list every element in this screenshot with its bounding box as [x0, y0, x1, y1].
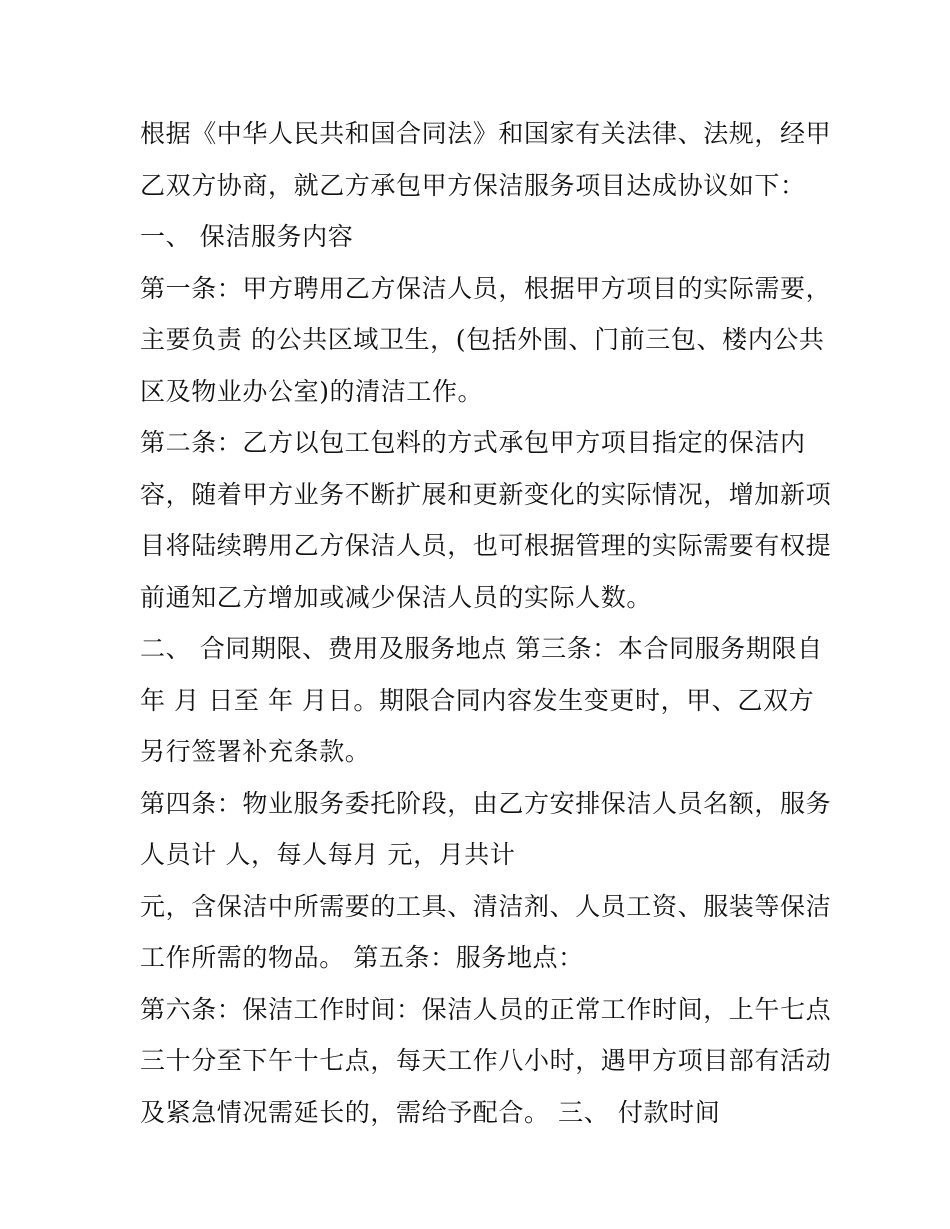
text-line: 容，随着甲方业务不断扩展和更新变化的实际情况，增加新项 [140, 479, 832, 509]
text-line: 目将陆续聘用乙方保洁人员，也可根据管理的实际需要有权提 [140, 531, 832, 560]
text-line: 主要负责 的公共区域卫生，(包括外围、门前三包、楼内公共 [140, 325, 825, 354]
text-line: 人员计 人，每人每月 元，月共计 [140, 840, 516, 869]
text-line: 及紧急情况需延长的，需给予配合。 三、 付款时间 [140, 1097, 721, 1127]
text-line: 乙双方协商，就乙方承包甲方保洁服务项目达成协议如下： [140, 170, 806, 200]
text-line: 第二条：乙方以包工包料的方式承包甲方项目指定的保洁内 [140, 428, 806, 457]
text-line: 二、 合同期限、费用及服务地点 第三条：本合同服务期限自 [140, 634, 823, 663]
text-line: 第一条：甲方聘用乙方保洁人员，根据甲方项目的实际需要， [140, 273, 832, 303]
text-line: 区及物业办公室)的清洁工作。 [140, 376, 484, 406]
text-line: 第六条：保洁工作时间：保洁人员的正常工作时间，上午七点 [140, 994, 832, 1024]
text-line: 前通知乙方增加或减少保洁人员的实际人数。 [140, 582, 653, 612]
text-line: 工作所需的物品。 第五条：服务地点： [140, 943, 584, 972]
text-line: 元，含保洁中所需要的工具、清洁剂、人员工资、服装等保洁 [140, 891, 832, 921]
text-line: 年 月 日至 年 月日。期限合同内容发生变更时，甲、乙双方 [140, 685, 815, 715]
text-line: 根据《中华人民共和国合同法》和国家有关法律、法规，经甲 [140, 119, 832, 148]
contract-body-text [140, 108, 840, 1138]
text-line: 另行签署补充条款。 [140, 737, 371, 766]
text-line: 三十分至下午十七点，每天工作八小时，遇甲方项目部有活动 [140, 1046, 832, 1075]
section-heading: 一、 保洁服务内容 [140, 222, 354, 251]
text-line: 第四条：物业服务委托阶段，由乙方安排保洁人员名额，服务 [140, 788, 832, 818]
